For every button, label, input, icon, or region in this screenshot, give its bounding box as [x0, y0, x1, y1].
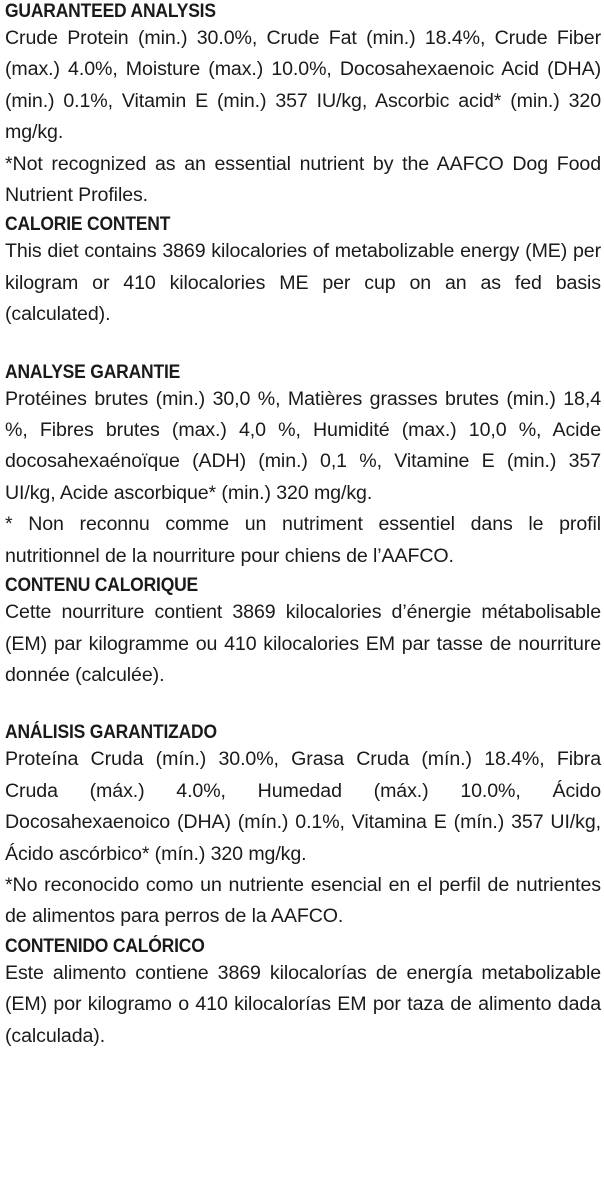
- analyse-garantie-heading: ANALYSE GARANTIE: [5, 361, 181, 383]
- nutrition-label: [5, 0, 601, 1052]
- aafco-note-french: * Non reconnu comme un nutriment essentiel dans le profil nutritionnel de la nourriture pour chiens de l’AAFCO.: [5, 513, 601, 567]
- calorie-content-text: This diet contains 3869 kilocalories of metabolizable energy (ME) per kilogram or 410 kilocalories ME per cup on an as fed basis (calculated).: [5, 240, 601, 326]
- aafco-note-spanish: *No reconocido como un nutriente esencial en el perfil de nutrientes de alimentos para perros de la AAFCO.: [5, 873, 601, 928]
- analisis-garantizado-heading: ANÁLISIS GARANTIZADO: [5, 722, 217, 744]
- contenu-calorique-heading: CONTENU CALORIQUE: [5, 575, 199, 597]
- analisis-garantizado-text: Proteína Cruda (mín.) 30.0%, Grasa Cruda (mín.) 18.4%, Fibra Cruda (máx.) 4.0%, Humedad (máx.) 10.0%, Ácido Docosahexaenoico (DHA) (mín.) 0.1%, Vitamina E (mín.) 357 UI/kg, Ácido ascórbico* (mín.) 320 mg/kg.: [5, 748, 601, 865]
- section-french: [5, 361, 601, 692]
- contenu-calorique-text: Cette nourriture contient 3869 kilocalories d’énergie métabolisable (EM) par kilogramme ou 410 kilocalories EM par tasse de nourriture donnée (calculée).: [5, 601, 601, 686]
- analyse-garantie-text: Protéines brutes (min.) 30,0 %, Matières grasses brutes (min.) 18,4 %, Fibres brutes (max.) 4,0 %, Humidité (max.) 10,0 %, Acide docosahexaénoïque (ADH) (min.) 0,1 %, Vitamine E (min.) 357 UI/kg, Acide ascorbique* (min.) 320 mg/kg.: [5, 387, 601, 504]
- calorie-content-heading: CALORIE CONTENT: [5, 214, 171, 236]
- section-spanish: [5, 721, 601, 1052]
- section-english: [5, 0, 601, 331]
- contenido-calorico-text: Este alimento contiene 3869 kilocalorías de energía metabolizable (EM) por kilogramo o 410 kilocalorías EM por taza de alimento dada (calculada).: [5, 961, 601, 1047]
- guaranteed-analysis-heading: GUARANTEED ANALYSIS: [5, 1, 216, 22]
- guaranteed-analysis-text: Crude Protein (min.) 30.0%, Crude Fat (min.) 18.4%, Crude Fiber (max.) 4.0%, Moisture (max.) 10.0%, Docosahexaenoic Acid (DHA) (min.) 0.1%, Vitamin E (min.) 357 IU/kg, Ascorbic acid* (min.) 320 mg/kg.: [5, 27, 601, 144]
- contenido-calorico-heading: CONTENIDO CALÓRICO: [5, 935, 205, 957]
- aafco-note: *Not recognized as an essential nutrient by the AAFCO Dog Food Nutrient Profiles.: [5, 152, 601, 207]
